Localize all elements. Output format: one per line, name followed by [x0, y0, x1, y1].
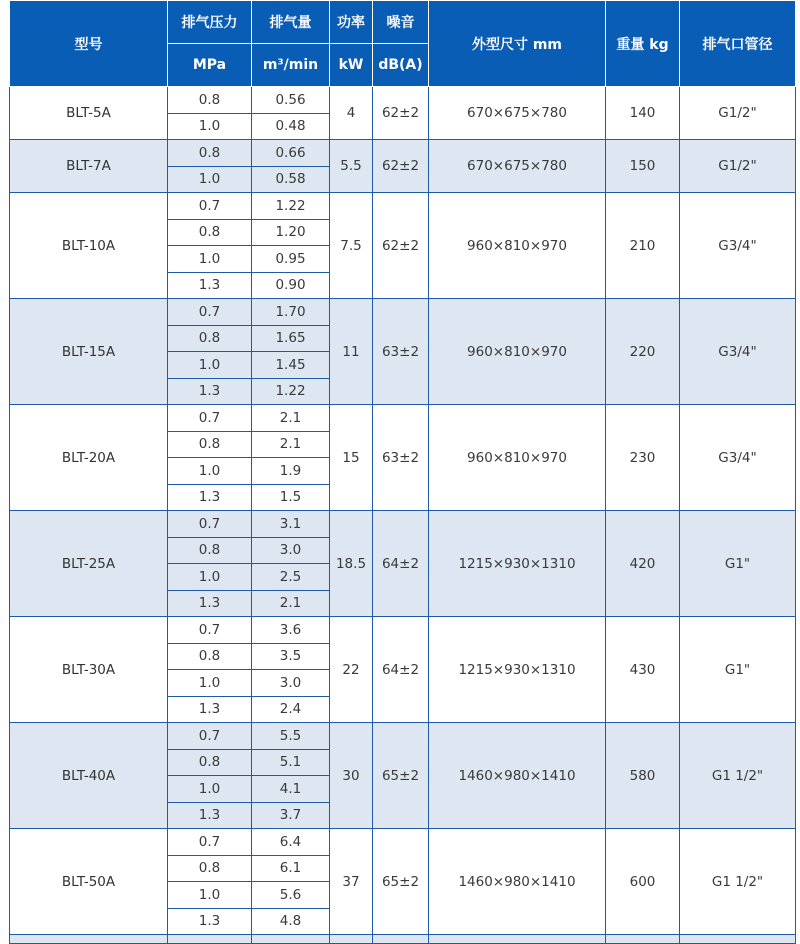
header-power: 功率: [330, 1, 373, 44]
table-row: [10, 140, 796, 167]
cell-pressure: 0.7: [168, 193, 252, 220]
header-flow-unit: m³/min: [252, 44, 330, 87]
cell-flow: 3.7: [252, 802, 330, 829]
cell-pressure: 0.7: [168, 723, 252, 750]
cell-flow: 1.22: [252, 378, 330, 405]
cell-power: 18.5: [330, 511, 373, 617]
cell-power: 5.5: [330, 140, 373, 193]
header-dimensions: 外型尺寸 mm: [429, 1, 606, 87]
cell-pressure: 1.3: [168, 484, 252, 511]
cell-pressure: 0.8: [168, 537, 252, 564]
cell-noise: 65±2: [373, 829, 429, 935]
cell-flow: 1.70: [252, 299, 330, 326]
cell-noise: 63±2: [373, 299, 429, 405]
cell-model: BLT-15A: [10, 299, 168, 405]
cell-model: BLT-40A: [10, 723, 168, 829]
model-group: [10, 140, 796, 193]
cell-dimensions: 1215×930×1310: [429, 511, 606, 617]
cell-flow: 6.1: [252, 855, 330, 882]
cell-flow: 0.58: [252, 166, 330, 193]
cell-weight: 420: [606, 511, 680, 617]
empty-cell: [330, 935, 373, 944]
table-row: [10, 405, 796, 432]
header-model: 型号: [10, 1, 168, 87]
cell-pressure: 1.0: [168, 776, 252, 803]
table-row: [10, 511, 796, 538]
cell-flow: 1.5: [252, 484, 330, 511]
cell-pressure: 1.3: [168, 696, 252, 723]
cell-noise: 62±2: [373, 140, 429, 193]
cell-dimensions: 960×810×970: [429, 299, 606, 405]
model-group: [10, 87, 796, 140]
model-group: [10, 299, 796, 405]
cell-model: BLT-25A: [10, 511, 168, 617]
cell-flow: 2.1: [252, 590, 330, 617]
cell-flow: 5.5: [252, 723, 330, 750]
empty-cell: [606, 935, 680, 944]
cell-flow: 4.1: [252, 776, 330, 803]
cell-flow: 3.0: [252, 670, 330, 697]
empty-cell: [252, 935, 330, 944]
cell-flow: 5.6: [252, 882, 330, 909]
header-noise: 噪音: [373, 1, 429, 44]
cell-dimensions: 1460×980×1410: [429, 723, 606, 829]
spec-table: [9, 0, 796, 944]
cell-outlet: G1 1/2": [680, 723, 796, 829]
cell-noise: 63±2: [373, 405, 429, 511]
cell-pressure: 0.7: [168, 511, 252, 538]
cell-pressure: 1.0: [168, 458, 252, 485]
cell-flow: 6.4: [252, 829, 330, 856]
cell-pressure: 0.7: [168, 299, 252, 326]
cell-pressure: 0.8: [168, 325, 252, 352]
table-row: [10, 829, 796, 856]
cell-flow: 3.6: [252, 617, 330, 644]
cell-model: BLT-10A: [10, 193, 168, 299]
header-pressure: 排气压力: [168, 1, 252, 44]
cell-pressure: 0.7: [168, 405, 252, 432]
cell-pressure: 0.8: [168, 855, 252, 882]
cell-power: 4: [330, 87, 373, 140]
cell-outlet: G1/2": [680, 140, 796, 193]
cell-pressure: 0.7: [168, 617, 252, 644]
model-group: [10, 511, 796, 617]
empty-cell: [168, 935, 252, 944]
cell-flow: 2.4: [252, 696, 330, 723]
cell-pressure: 1.0: [168, 246, 252, 273]
cell-outlet: G1 1/2": [680, 829, 796, 935]
cell-dimensions: 960×810×970: [429, 193, 606, 299]
cell-noise: 64±2: [373, 617, 429, 723]
cell-flow: 3.0: [252, 537, 330, 564]
cell-power: 37: [330, 829, 373, 935]
cell-power: 22: [330, 617, 373, 723]
cell-flow: 1.22: [252, 193, 330, 220]
cell-flow: 2.1: [252, 431, 330, 458]
cell-pressure: 0.8: [168, 219, 252, 246]
table-row: [10, 193, 796, 220]
table-row: [10, 299, 796, 326]
cell-flow: 3.5: [252, 643, 330, 670]
cell-weight: 230: [606, 405, 680, 511]
cell-pressure: 1.0: [168, 166, 252, 193]
cell-pressure: 1.3: [168, 272, 252, 299]
cell-outlet: G3/4": [680, 193, 796, 299]
cell-flow: 0.48: [252, 113, 330, 140]
table-continuation: [10, 935, 796, 944]
cell-flow: 0.90: [252, 272, 330, 299]
cell-outlet: G1": [680, 617, 796, 723]
model-group: [10, 193, 796, 299]
cell-model: BLT-20A: [10, 405, 168, 511]
header-weight: 重量 kg: [606, 1, 680, 87]
cell-weight: 580: [606, 723, 680, 829]
cell-weight: 430: [606, 617, 680, 723]
table-row: [10, 935, 796, 944]
cell-pressure: 0.8: [168, 749, 252, 776]
cell-pressure: 0.8: [168, 87, 252, 114]
header-flow: 排气量: [252, 1, 330, 44]
cell-flow: 2.1: [252, 405, 330, 432]
cell-dimensions: 960×810×970: [429, 405, 606, 511]
empty-cell: [373, 935, 429, 944]
cell-power: 30: [330, 723, 373, 829]
cell-noise: 62±2: [373, 87, 429, 140]
cell-model: BLT-50A: [10, 829, 168, 935]
table-row: [10, 723, 796, 750]
cell-dimensions: 1460×980×1410: [429, 829, 606, 935]
cell-flow: 0.95: [252, 246, 330, 273]
cell-model: BLT-7A: [10, 140, 168, 193]
cell-pressure: 0.7: [168, 829, 252, 856]
cell-dimensions: 670×675×780: [429, 87, 606, 140]
cell-outlet: G1": [680, 511, 796, 617]
cell-weight: 220: [606, 299, 680, 405]
cell-pressure: 1.3: [168, 378, 252, 405]
table-row: [10, 617, 796, 644]
cell-weight: 600: [606, 829, 680, 935]
empty-cell: [429, 935, 606, 944]
cell-weight: 210: [606, 193, 680, 299]
cell-pressure: 0.8: [168, 140, 252, 167]
cell-flow: 5.1: [252, 749, 330, 776]
cell-flow: 1.45: [252, 352, 330, 379]
header-pressure-unit: MPa: [168, 44, 252, 87]
cell-noise: 65±2: [373, 723, 429, 829]
cell-outlet: G1/2": [680, 87, 796, 140]
cell-pressure: 0.8: [168, 643, 252, 670]
cell-pressure: 1.0: [168, 113, 252, 140]
cell-flow: 1.20: [252, 219, 330, 246]
cell-outlet: G3/4": [680, 405, 796, 511]
cell-model: BLT-5A: [10, 87, 168, 140]
cell-flow: 4.8: [252, 908, 330, 935]
cell-pressure: 1.0: [168, 352, 252, 379]
cell-power: 7.5: [330, 193, 373, 299]
model-group: [10, 617, 796, 723]
cell-flow: 2.5: [252, 564, 330, 591]
cell-power: 15: [330, 405, 373, 511]
header-noise-unit: dB(A): [373, 44, 429, 87]
table-row: [10, 87, 796, 114]
cell-weight: 150: [606, 140, 680, 193]
cell-noise: 64±2: [373, 511, 429, 617]
header-outlet: 排气口管径: [680, 1, 796, 87]
cell-dimensions: 1215×930×1310: [429, 617, 606, 723]
header-power-unit: kW: [330, 44, 373, 87]
cell-flow: 0.56: [252, 87, 330, 114]
model-group: [10, 723, 796, 829]
cell-pressure: 1.3: [168, 802, 252, 829]
empty-cell: [680, 935, 796, 944]
model-group: [10, 829, 796, 935]
cell-pressure: 0.8: [168, 431, 252, 458]
cell-pressure: 1.0: [168, 670, 252, 697]
cell-flow: 1.65: [252, 325, 330, 352]
cell-pressure: 1.0: [168, 882, 252, 909]
model-group: [10, 405, 796, 511]
cell-pressure: 1.3: [168, 908, 252, 935]
cell-flow: 0.66: [252, 140, 330, 167]
cell-power: 11: [330, 299, 373, 405]
cell-flow: 3.1: [252, 511, 330, 538]
cell-noise: 62±2: [373, 193, 429, 299]
empty-cell: [10, 935, 168, 944]
cell-dimensions: 670×675×780: [429, 140, 606, 193]
cell-outlet: G3/4": [680, 299, 796, 405]
cell-pressure: 1.0: [168, 564, 252, 591]
table-header: [10, 1, 796, 87]
cell-flow: 1.9: [252, 458, 330, 485]
cell-weight: 140: [606, 87, 680, 140]
cell-model: BLT-30A: [10, 617, 168, 723]
cell-pressure: 1.3: [168, 590, 252, 617]
